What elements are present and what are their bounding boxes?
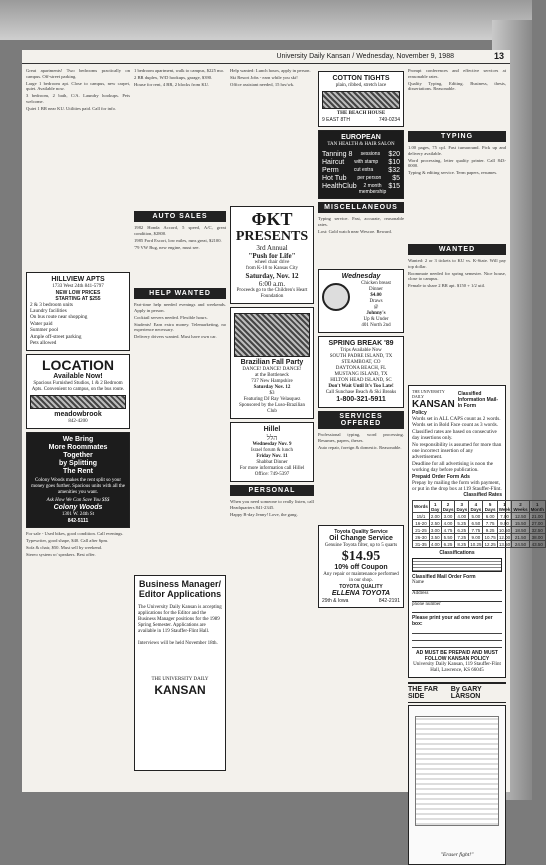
jw-body bbox=[322, 281, 400, 329]
cw-phone: 842-5111 bbox=[67, 517, 89, 524]
typing-text bbox=[408, 145, 506, 241]
jw-line: Dinner bbox=[369, 287, 383, 292]
wanted-text bbox=[408, 258, 506, 382]
bp-sub: DANCE! DANCE! DANCE! bbox=[242, 367, 302, 372]
classified-line: 1 bedroom apartment, walk to campus, $225 mo. bbox=[134, 68, 225, 73]
jw-line: Up & Under bbox=[363, 317, 389, 322]
eu-detail: cut extra bbox=[353, 167, 374, 173]
bm-deadline: Interviews will be held November 18th. bbox=[138, 641, 218, 646]
eu-price: $15 bbox=[388, 183, 400, 190]
toy-coupon-detail: Any repair or maintenance performed in our shop. bbox=[323, 572, 399, 583]
classified-line: 1982 Honda Accord, 5 speed, A/C, great condition, $2800. bbox=[134, 225, 226, 236]
rates-cell: 7.25 bbox=[455, 534, 469, 541]
eu-label: HealthClub bbox=[322, 183, 357, 190]
form-logo-top: THE UNIVERSITY DAILY bbox=[412, 389, 445, 399]
rates-cell: 6.50 bbox=[469, 520, 483, 527]
phi-presents: PRESENTS bbox=[235, 229, 309, 244]
classified-text bbox=[26, 68, 130, 112]
far-side-header bbox=[408, 682, 506, 703]
rates-col-header: 2 Days bbox=[442, 501, 454, 512]
rates-cell: 9.25 bbox=[483, 527, 497, 534]
bp-address: 737 New Hampshire bbox=[251, 379, 293, 384]
policy-item: No responsibility is assumed for more than one incorrect insertion of any advertisement. bbox=[412, 441, 502, 461]
bp-date: Saturday Nov. 12 bbox=[253, 385, 291, 390]
hillel-event2: Friday Nov. 11 bbox=[256, 454, 288, 459]
jw-line: $4.00 bbox=[370, 293, 382, 298]
column-4 bbox=[318, 68, 404, 788]
hillel-hebrew: הלל bbox=[266, 434, 278, 442]
rates-cell: 4.00 bbox=[455, 513, 469, 520]
eu-label: Tanning 8 bbox=[322, 151, 353, 158]
classified-line: Part-time help needed evenings and weekends. Apply in person. bbox=[134, 302, 226, 313]
cotton-tights-ad bbox=[318, 71, 404, 127]
sb-place: DAYTONA BEACH, FL bbox=[335, 366, 387, 371]
toy-phone: 842-2191 bbox=[378, 598, 400, 604]
section-personal: PERSONAL bbox=[230, 485, 314, 496]
phi-line3: wheel chair drive bbox=[254, 260, 290, 265]
location-subtitle: Available Now! bbox=[53, 372, 103, 380]
classifications-list bbox=[412, 558, 502, 572]
ad-word-boxes[interactable] bbox=[412, 627, 502, 648]
rates-row bbox=[413, 513, 546, 520]
feature-item: Ample off-street parking bbox=[30, 333, 82, 340]
print-label: Please print your ad one word per box: bbox=[412, 615, 493, 628]
eu-detail: 2 month membership bbox=[358, 183, 387, 195]
classified-line: Professional typing, word processing. Resumes, papers, theses. bbox=[318, 432, 404, 443]
sb-place: SOUTH PADRE ISLAND, TX bbox=[329, 354, 393, 359]
toyota-ad bbox=[318, 525, 404, 608]
classified-line: Typing & editing service. Term papers, resumes. bbox=[408, 170, 498, 176]
section-services-offered: SERVICES OFFERED bbox=[318, 411, 404, 429]
eu-price: $10 bbox=[388, 159, 400, 166]
name-label: Name bbox=[412, 580, 424, 586]
feature-item: 2 & 3 bedroom units bbox=[30, 301, 73, 308]
location-brand: meadowbrook bbox=[54, 410, 102, 418]
beach-house-logo-icon bbox=[322, 91, 400, 109]
jw-text bbox=[352, 281, 400, 329]
cartoon-scene-icon bbox=[415, 716, 499, 826]
rates-row bbox=[413, 534, 546, 541]
rates-row bbox=[413, 541, 546, 548]
word-box-row[interactable] bbox=[412, 627, 502, 634]
rates-col-header: Words bbox=[413, 501, 430, 513]
rates-col-header: 5 Days bbox=[484, 501, 496, 512]
bm-logo: KANSAN bbox=[154, 683, 206, 697]
word-box-row[interactable] bbox=[412, 634, 502, 641]
rates-cell: 7.75 bbox=[483, 520, 497, 527]
rates-col-header: 2 Weeks bbox=[513, 501, 528, 512]
classified-line: Sofa & chair, $50. Must sell by weekend. bbox=[26, 544, 103, 550]
bp-time: $3 bbox=[269, 391, 275, 396]
classified-line: Help wanted: Lunch hours, apply in person. bbox=[230, 68, 311, 73]
phi-line1: 3rd Annual bbox=[256, 244, 288, 252]
column-5 bbox=[408, 68, 545, 859]
phone-label: phone number bbox=[412, 602, 441, 608]
cw-ask: Ask How We Can Save You $$$ bbox=[46, 497, 110, 503]
chicken-illustration-icon bbox=[322, 283, 350, 311]
mail-to: University Daily Kansan, 119 Stauffer-Flint Hall, Lawrence, KS 66045 bbox=[413, 662, 501, 674]
rates-row bbox=[413, 520, 546, 527]
classified-text bbox=[408, 68, 506, 128]
classified-line: Quality Typing, Editing. Business, thesis, dissertations. Reasonable. bbox=[408, 80, 506, 92]
classified-line: Cocktail servers needed. Flexible hours. bbox=[134, 314, 208, 320]
toy-contact bbox=[322, 598, 400, 604]
rates-cell: 10.75 bbox=[484, 534, 496, 540]
classified-line: Great apartments! Two bedrooms practically on campus. Off-street parking. bbox=[26, 68, 130, 79]
rates-body bbox=[413, 513, 546, 548]
paper-title: University Daily Kansan / Wednesday, November 9, 1988 bbox=[276, 53, 454, 60]
form-logo: KANSAN bbox=[412, 399, 455, 410]
classified-line: House for rent, 4 BR, 2 blocks from KU. bbox=[134, 82, 210, 88]
section-wanted: WANTED bbox=[408, 244, 506, 255]
rates-cell: 9.00 bbox=[497, 520, 512, 527]
eu-price: $20 bbox=[388, 151, 400, 158]
hillview-tag2: STARTING AT $255 bbox=[55, 295, 101, 302]
cw-line: More Roommates bbox=[48, 443, 108, 451]
rates-cell: 27.00 bbox=[529, 520, 545, 527]
policy-item: Words set in Bold Face count as 3 words. bbox=[412, 422, 498, 429]
classified-line: Large 1 bedroom apt. Close to campus, new carpet, quiet. Available now. bbox=[26, 80, 130, 92]
classified-line: Roommate needed for spring semester. Nice house, close to campus. bbox=[408, 270, 506, 282]
classified-line: For sale - Used bikes, good condition. Call evenings. bbox=[26, 530, 124, 536]
rates-cell: 5.50 bbox=[441, 534, 455, 541]
classified-line: Wanted: 2 or 3 tickets to KU vs. K-State. Will pay top dollar. bbox=[408, 258, 506, 269]
rates-title: Classified Rates bbox=[463, 492, 502, 499]
eu-row bbox=[322, 175, 400, 183]
rates-cell: 4.00 bbox=[430, 541, 440, 547]
ct-store: THE BEACH HOUSE bbox=[336, 111, 386, 116]
classified-line: 2 BR duplex, W/D hookups, garage, $390. bbox=[134, 75, 213, 81]
jw-title: Wednesday bbox=[341, 273, 381, 280]
eu-row bbox=[322, 183, 400, 195]
ct-contact bbox=[322, 117, 400, 123]
cw-line: by Splitting bbox=[58, 459, 98, 467]
phi-time: 6:00 a.m. bbox=[258, 280, 286, 288]
jw-line: Chicken breast bbox=[361, 281, 391, 286]
rates-row bbox=[413, 527, 546, 534]
address-label: Address bbox=[412, 591, 429, 597]
johnnys-ad bbox=[318, 269, 404, 333]
rates-col-header: 1 Month bbox=[530, 501, 545, 512]
personal-text bbox=[230, 499, 314, 517]
location-body: Spacious Furnished Studios, 1 & 2 Bedroom Apts. Convenient to campus, on the bus route. bbox=[31, 380, 125, 392]
eu-row bbox=[322, 167, 400, 175]
rates-cell: 15/1 bbox=[413, 513, 430, 520]
section-miscellaneous: MISCELLANEOUS bbox=[318, 202, 404, 213]
bp-feat: Featuring DJ Ray Velasquez bbox=[243, 397, 301, 402]
hillview-ad bbox=[26, 272, 130, 351]
hillview-title: HILLVIEW APTS bbox=[51, 275, 105, 283]
rates-cell: 2.50 bbox=[430, 520, 440, 526]
classified-line: Auto repair, foreign & domestic. Reasonable. bbox=[318, 444, 402, 450]
sb-sub: Trips Available Now bbox=[340, 348, 382, 353]
classified-text-bottom bbox=[26, 531, 130, 558]
toy-oil-detail: Genuine Toyota filter, up to 5 quarts bbox=[324, 543, 398, 548]
rates-cell: 12.25 bbox=[484, 541, 496, 547]
rates-cell: 21-25 bbox=[413, 527, 430, 534]
eu-row bbox=[322, 159, 400, 167]
eu-price: $5 bbox=[392, 175, 400, 182]
eu-label: Perm bbox=[322, 167, 339, 174]
eu-label: Hot Tub bbox=[322, 175, 347, 182]
rates-cell: 4.75 bbox=[441, 527, 455, 534]
far-side-author: By GARY LARSON bbox=[450, 686, 482, 701]
phone-field[interactable] bbox=[412, 608, 502, 613]
ct-phone: 749-0234 bbox=[378, 117, 400, 123]
toy-oil: Oil Change Service bbox=[329, 535, 393, 542]
rates-cell: 3.00 bbox=[430, 527, 440, 533]
section-help-wanted: HELP WANTED bbox=[134, 288, 226, 299]
auto-text bbox=[134, 225, 226, 285]
european-tan-ad bbox=[318, 130, 404, 199]
classified-line: Female to share 2 BR apt. $150 + 1/2 util. bbox=[408, 283, 486, 289]
hillel-event1b: Israel forum & lunch bbox=[250, 448, 294, 453]
sb-cta: Don't Wait Until It's Too Late! bbox=[328, 384, 394, 389]
sb-place: HILTON HEAD ISLAND, SC bbox=[330, 378, 392, 383]
rates-cell: 3.00 bbox=[441, 513, 455, 520]
policy-item: Deadline for all advertising is noon the working day before publication. bbox=[412, 460, 493, 474]
rates-cell: 15.50 bbox=[512, 520, 529, 527]
rates-cell: 6.25 bbox=[455, 527, 469, 534]
phi-line2: "Push for Life" bbox=[248, 252, 296, 260]
feature-item: Summer pool bbox=[30, 327, 59, 334]
rates-col-header: 3 Days bbox=[456, 501, 468, 512]
cw-line: Together bbox=[63, 451, 93, 459]
policy-item: Words set in ALL CAPS count as 2 words. bbox=[412, 416, 501, 422]
rates-cell: 12.50 bbox=[512, 513, 529, 520]
rates-cell: 18.50 bbox=[512, 527, 529, 534]
eu-title: EUROPEAN bbox=[341, 134, 381, 141]
newspaper-page bbox=[22, 50, 545, 859]
section-auto-sales: AUTO SALES bbox=[134, 211, 226, 222]
rates-cell: 5.00 bbox=[469, 513, 483, 520]
classified-line: Lost: Gold watch near Wescoe. Reward. bbox=[318, 228, 392, 234]
rates-cell: 12.00 bbox=[498, 534, 511, 540]
hillview-address: 1733 West 24th 841-5797 bbox=[52, 283, 104, 289]
rates-cell: 21.50 bbox=[512, 534, 529, 541]
spring-break-ad bbox=[318, 336, 404, 408]
classified-text bbox=[134, 68, 226, 208]
bp-sponsor: Sponsored by the Luso-Brazilian Club bbox=[239, 403, 305, 414]
form-classifications: Classifications bbox=[439, 550, 475, 557]
bm-body: The University Daily Kansan is accepting applications for the Editor and the Business Manager positions for the 1989 Spring Semester. Applications are available in 119 Stauffer-Flint Hall. bbox=[138, 605, 222, 634]
kansan-logo bbox=[412, 389, 455, 410]
rates-cell: 7.75 bbox=[469, 527, 483, 534]
form-subtitle: Classified Information Mail-In Form bbox=[457, 390, 499, 409]
toy-address: 29th & Iowa bbox=[322, 598, 349, 604]
classified-line: Students! Earn extra money. Telemarketing, no experience necessary. bbox=[134, 321, 226, 333]
rates-cell: 10.50 bbox=[498, 527, 511, 533]
bm-logo-top: THE UNIVERSITY DAILY bbox=[151, 677, 209, 682]
rates-header-row bbox=[413, 501, 546, 513]
rates-cell: 6.00 bbox=[483, 513, 497, 520]
far-side-cartoon bbox=[408, 705, 506, 865]
cw-line: We Bring bbox=[62, 435, 94, 443]
rates-cell: 26-30 bbox=[413, 534, 430, 541]
classified-line: Office assistant needed, 15 hrs/wk. bbox=[230, 82, 295, 88]
background-page-stack bbox=[0, 0, 532, 40]
column-1 bbox=[26, 68, 130, 788]
rates-cell: 10.25 bbox=[470, 541, 482, 547]
phi-note: Proceeds go to the Children's Heart Foundation bbox=[236, 288, 308, 299]
rates-col-header: 1 Week bbox=[498, 501, 511, 512]
section-typing: TYPING bbox=[408, 131, 506, 142]
cw-body: Colony Woods makes the rent split so your money goes further. Spacious units with all the amenities you want. bbox=[31, 477, 125, 495]
jw-line: Johnny's bbox=[366, 311, 386, 316]
far-side-caption: "Eraser fight!" bbox=[440, 852, 474, 859]
sb-place: MUSTANG ISLAND, TX bbox=[334, 372, 388, 377]
rates-cell: 5.25 bbox=[455, 520, 469, 527]
rates-cell: 24.50 bbox=[512, 541, 529, 548]
eu-detail: with stamp bbox=[354, 159, 379, 165]
business-manager-ad bbox=[134, 575, 226, 771]
classified-line: 1985 Ford Escort, low miles, runs great, $2100. bbox=[134, 237, 222, 243]
ct-desc: plain, ribbed, stretch lace bbox=[335, 83, 387, 88]
classified-line: Word processing, letter quality printer. Call 843-0000. bbox=[408, 157, 506, 169]
rates-cell: 43.50 bbox=[529, 541, 545, 548]
location-phone: 842-4200 bbox=[68, 418, 88, 424]
bp-title: Brazilian Fall Party bbox=[240, 359, 304, 366]
classified-line: When you need someone to really listen, call Headquarters 841-2345. bbox=[230, 499, 314, 510]
classified-text bbox=[230, 68, 314, 203]
bm-title: Business Manager/ Editor Applications bbox=[138, 579, 222, 599]
phi-kappa-tau-ad bbox=[230, 206, 314, 304]
hillview-features bbox=[30, 302, 126, 347]
cw-address: 1301 W. 24th St bbox=[61, 511, 95, 517]
ct-address: 9 EAST 8TH bbox=[322, 117, 350, 123]
rates-cell: 7.00 bbox=[497, 513, 512, 520]
hillview-tag1: NEW LOW PRICES bbox=[55, 289, 101, 296]
toy-price: $14.95 bbox=[341, 549, 381, 564]
classified-line: Delivery drivers wanted. Must have own car. bbox=[134, 334, 217, 340]
word-box-row[interactable] bbox=[412, 641, 502, 648]
cw-brand: Colony Woods bbox=[53, 503, 103, 511]
eu-row bbox=[322, 151, 400, 159]
toy-title: Toyota Quality Service bbox=[334, 529, 388, 535]
colony-woods-ad bbox=[26, 432, 130, 528]
rates-cell: 6.25 bbox=[441, 541, 455, 548]
meadowbrook-logo-icon bbox=[30, 395, 126, 409]
eu-detail: per person bbox=[357, 175, 382, 181]
hillel-ad bbox=[230, 422, 314, 482]
dancers-illustration-icon bbox=[234, 313, 310, 357]
hillel-event2b: Shabbat Dinner bbox=[256, 460, 288, 465]
order-title: Classified Mail Order Form bbox=[412, 574, 476, 581]
classified-line: Prompt conferences and effective services at reasonable rates. bbox=[408, 68, 506, 79]
phi-date: Saturday, Nov. 12 bbox=[245, 272, 299, 280]
feature-item: On bus route near shopping bbox=[30, 314, 88, 321]
eu-price: $32 bbox=[388, 167, 400, 174]
toy-tq: TOYOTA QUALITY bbox=[339, 584, 383, 590]
eu-subtitle: TAN HEALTH & HAIR SALON bbox=[327, 142, 395, 147]
form-prepaid: Prepaid Order Form Ads bbox=[412, 473, 470, 480]
feature-item: Water paid bbox=[30, 320, 53, 327]
rates-cell: 4.00 bbox=[441, 520, 455, 527]
rates-cell: 38.00 bbox=[529, 534, 545, 541]
hillel-contact: For more information call Hillel Office: 749-5397 bbox=[239, 466, 305, 477]
form-header bbox=[412, 389, 502, 410]
bp-venue: at the Bottleneck bbox=[255, 373, 289, 378]
rates-cell: 8.25 bbox=[455, 541, 469, 548]
classified-info-form bbox=[408, 385, 545, 678]
classified-line: Ski Resort Jobs - earn while you ski! bbox=[230, 75, 298, 81]
jw-line: @ bbox=[373, 305, 379, 310]
form-policy: Policy bbox=[412, 410, 427, 416]
phi-line4: from K-10 to Kansas City bbox=[246, 266, 298, 271]
hillel-event1: Wednesday Nov. 9 bbox=[252, 442, 292, 447]
rates-cell: 21.00 bbox=[529, 513, 545, 520]
help-text bbox=[134, 302, 226, 572]
classified-line: Happy B-day Jenny! Love, the gang. bbox=[230, 511, 298, 517]
column-2 bbox=[134, 68, 226, 788]
rates-table bbox=[412, 500, 546, 548]
sb-title: SPRING BREAK '89 bbox=[328, 340, 394, 347]
rates-cell: 16-20 bbox=[413, 520, 430, 527]
toy-coupon: 10% off Coupon bbox=[334, 564, 388, 571]
far-side-title: THE FAR SIDE bbox=[408, 686, 438, 701]
rates-cell: 9.00 bbox=[469, 534, 483, 541]
hillel-title: Hillel bbox=[263, 426, 281, 433]
page-number: 13 bbox=[493, 51, 504, 61]
rates-cell: 31-35 bbox=[413, 541, 430, 548]
classified-line: '79 VW Bug, new engine, must see. bbox=[134, 244, 200, 250]
location-title: LOCATION bbox=[41, 356, 115, 373]
eu-detail: sessions bbox=[360, 151, 381, 157]
rates-cell: 13.50 bbox=[498, 541, 511, 547]
feature-item: Pets allowed bbox=[30, 340, 57, 347]
brazilian-party-ad bbox=[230, 307, 314, 419]
rates-col-header: 4 Days bbox=[470, 501, 482, 512]
column-3 bbox=[230, 68, 314, 788]
jw-line: Draws bbox=[369, 299, 383, 304]
sb-phone: 1-800-321-5911 bbox=[336, 396, 386, 403]
sb-place: STEAMBOAT, CO bbox=[341, 360, 381, 365]
policy-item: Classified rates are based on consecutive day insertions only. bbox=[412, 428, 497, 442]
rates-cell: 2.00 bbox=[430, 513, 440, 519]
classified-line: 1.00 pages, 75 cpl. Fast turnaround. Pick up and delivery available. bbox=[408, 145, 506, 156]
ct-title: COTTON TIGHTS bbox=[332, 75, 390, 82]
rates-col-header: 1 Day bbox=[431, 501, 440, 512]
classified-line: Typing service. Fast, accurate, reasonable rates. bbox=[318, 216, 404, 227]
feature-item: Laundry facilities bbox=[30, 308, 67, 315]
rates-cell: 32.50 bbox=[529, 527, 545, 534]
toy-dealer: ELLENA TOYOTA bbox=[331, 590, 391, 597]
classified-line: Stereo system w/ speakers. Best offer. bbox=[26, 551, 96, 557]
cw-line: The Rent bbox=[63, 467, 93, 475]
services-text bbox=[318, 432, 404, 522]
eu-label: Haircut bbox=[322, 159, 345, 166]
classified-line: 3 bedroom, 2 bath, C/A. Laundry hookups. Pets welcome. bbox=[26, 93, 130, 104]
misc-text bbox=[318, 216, 404, 266]
location-ad bbox=[26, 354, 130, 429]
classified-line: Quiet 1 BR near KU. Utilities paid. Call for info. bbox=[26, 106, 117, 112]
form-prepaid-text: Prepay by mailing the form with payment, or put in the drop box at 119 Stauffer-Flint. bbox=[412, 479, 502, 493]
phi-letters: ΦΚΤ bbox=[251, 209, 293, 229]
classified-line: Typewriter, good shape, $40. Call after 6pm. bbox=[26, 537, 109, 543]
rates-cell: 3.50 bbox=[430, 534, 440, 540]
mail-title: AD MUST BE PREPAID AND MUST FOLLOW KANSAN POLICY bbox=[416, 650, 498, 663]
jw-line: 401 North 2nd bbox=[361, 323, 391, 328]
policy-list bbox=[412, 416, 502, 474]
sb-call: Call Sunchase Beach & Ski Breaks bbox=[325, 390, 397, 395]
page-header bbox=[22, 50, 510, 64]
